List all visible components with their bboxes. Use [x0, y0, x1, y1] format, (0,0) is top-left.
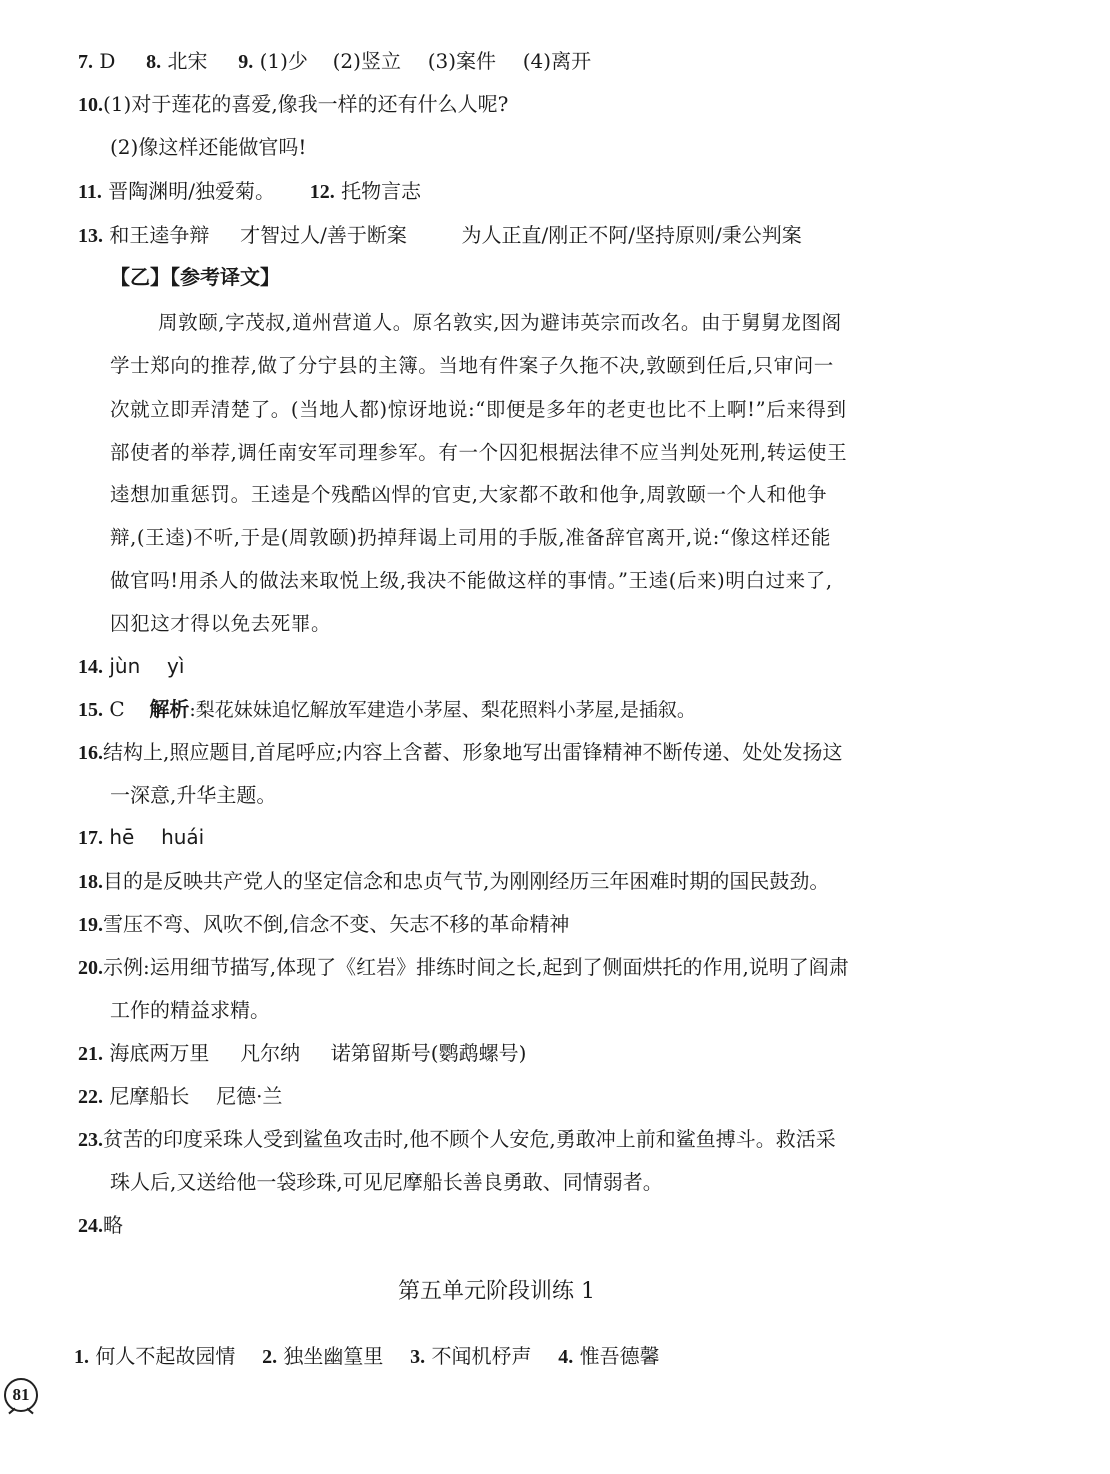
answer-text: 一深意,升华主题。 [110, 783, 277, 807]
pinyin: jùn [109, 654, 141, 678]
item-number: 9. [238, 51, 254, 73]
item-number: 18. [78, 871, 103, 893]
answer-line-19 [78, 911, 569, 938]
answer-line-15 [78, 696, 696, 723]
answer-text: 独坐幽篁里 [283, 1344, 384, 1368]
answer-text: (1)少 [259, 49, 308, 73]
item-number: 7. [78, 51, 93, 73]
item-number: 23. [78, 1129, 103, 1151]
answer-line-10 [78, 91, 508, 118]
answer-text: 贫苦的印度采珠人受到鲨鱼攻击时,他不顾个人安危,勇敢冲上前和鲨鱼搏斗。救活采 [103, 1127, 836, 1151]
answer-text: 目的是反映共产党人的坚定信念和忠贞气节,为刚刚经历三年困难时期的国民鼓劲。 [103, 869, 830, 893]
translation-line: 部使者的举荐,调任南安军司理参军。有一个囚犯根据法律不应当判处死刑,转运使王 [110, 441, 848, 464]
answer-text: 珠人后,又送给他一袋珍珠,可见尼摩船长善良勇敢、同情弱者。 [110, 1170, 663, 1194]
answer-line-23 [78, 1126, 836, 1153]
translation-line: 次就立即弄清楚了。(当地人都)惊讶地说:“即便是多年的老吏也比不上啊!”后来得到 [110, 398, 847, 421]
answer-text: 何人不起故园情 [95, 1344, 236, 1368]
answer-line-22 [78, 1083, 282, 1110]
translation-line: 囚犯这才得以免去死罪。 [110, 612, 332, 635]
answer-text: 晋陶渊明/独爱菊。 [108, 179, 276, 203]
translation-line: 学士郑向的推荐,做了分宁县的主簿。当地有件案子久拖不决,敦颐到任后,只审问一 [110, 354, 834, 377]
answer-line-17 [78, 824, 204, 851]
section-answer-line [74, 1343, 660, 1370]
answer-line-16 [78, 739, 842, 766]
answer-text: D [99, 49, 116, 73]
item-number: 14. [78, 656, 103, 678]
item-number: 10. [78, 94, 103, 116]
answer-text: (2)像这样还能做官吗! [110, 135, 307, 159]
answer-line-20-cont [110, 997, 270, 1023]
answer-text: (3)案件 [427, 49, 497, 73]
item-number: 4. [558, 1346, 574, 1368]
translation-line: 周敦颐,字茂叔,道州营道人。原名敦实,因为避讳英宗而改名。由于舅舅龙图阁 [158, 311, 842, 334]
item-number: 20. [78, 957, 103, 979]
answer-line-23-cont [110, 1169, 663, 1195]
answer-line-20 [78, 954, 849, 981]
answer-text: 北宋 [167, 49, 208, 73]
answer-text: 尼德·兰 [216, 1084, 283, 1108]
pinyin: huái [161, 825, 205, 849]
answer-line-18 [78, 868, 829, 895]
answer-text: 惟吾德馨 [579, 1344, 660, 1368]
answer-line-11-12 [78, 178, 421, 205]
answer-text: 示例:运用细节描写,体现了《红岩》排练时间之长,起到了侧面烘托的作用,说明了阎肃 [103, 955, 849, 979]
pinyin: yì [167, 654, 185, 678]
item-number: 13. [78, 225, 103, 247]
answer-text: 雪压不弯、风吹不倒,信念不变、矢志不移的革命精神 [103, 912, 570, 936]
translation-line: 逵想加重惩罚。王逵是个残酷凶悍的官吏,大家都不敢和他争,周敦颐一个人和他争 [110, 483, 828, 506]
answer-line-24 [78, 1212, 123, 1239]
item-number: 19. [78, 914, 103, 936]
item-number: 24. [78, 1215, 103, 1237]
answer-text: 海底两万里 [109, 1041, 210, 1065]
answer-text: 不闻机杼声 [431, 1344, 532, 1368]
page-number-badge [4, 1378, 38, 1412]
answer-text: 略 [103, 1213, 123, 1237]
answer-line-14 [78, 653, 184, 680]
translation-line: 做官吗!用杀人的做法来取悦上级,我决不能做这样的事情。”王逵(后来)明白过来了, [110, 569, 833, 592]
translation-heading: 【乙】【参考译文】 [110, 267, 280, 289]
answer-text: 和王逵争辩 [109, 223, 210, 247]
item-number: 17. [78, 827, 103, 849]
pinyin: hē [109, 825, 135, 849]
translation-line: 辩,(王逵)不听,于是(周敦颐)扔掉拜谒上司用的手版,准备辞官离开,说:“像这样还能 [110, 526, 831, 549]
answer-text: :梨花妹妹追忆解放军建造小茅屋、梨花照料小茅屋,是插叙。 [189, 699, 696, 721]
answer-line-10-cont [110, 134, 306, 160]
item-number: 22. [78, 1086, 103, 1108]
answer-text: 尼摩船长 [109, 1084, 190, 1108]
answer-text: 诺第留斯号(鹦鹉螺号) [330, 1041, 527, 1065]
answer-text: 凡尔纳 [240, 1041, 301, 1065]
answer-text: (2)竖立 [332, 49, 401, 73]
item-number: 21. [78, 1043, 103, 1065]
item-number: 1. [74, 1346, 89, 1368]
item-number: 3. [410, 1346, 426, 1368]
item-number: 11. [78, 181, 102, 203]
item-number: 8. [146, 51, 162, 73]
analysis-label: 解析 [149, 699, 190, 721]
answer-line-13 [78, 222, 802, 249]
answer-line-21 [78, 1040, 526, 1067]
answer-line-16-cont [110, 782, 276, 808]
page-number: 81 [12, 1385, 30, 1404]
answer-text: 为人正直/刚正不阿/坚持原则/秉公判案 [461, 223, 802, 247]
answer-text: C [109, 697, 125, 721]
answer-text: (1)对于莲花的喜爱,像我一样的还有什么人呢? [103, 92, 509, 116]
answer-text: 托物言志 [341, 179, 422, 203]
item-number: 12. [309, 181, 335, 203]
answer-text: (4)离开 [522, 49, 592, 73]
section-title: 第五单元阶段训练 1 [398, 1279, 595, 1304]
item-number: 15. [78, 699, 103, 721]
answer-text: 结构上,照应题目,首尾呼应;内容上含蓄、形象地写出雷锋精神不断传递、处处发扬这 [103, 740, 843, 764]
item-number: 2. [262, 1346, 278, 1368]
answer-line-7-9 [78, 48, 591, 75]
answer-text: 才智过人/善于断案 [240, 223, 407, 247]
answer-text: 工作的精益求精。 [110, 998, 270, 1022]
item-number: 16. [78, 742, 103, 764]
